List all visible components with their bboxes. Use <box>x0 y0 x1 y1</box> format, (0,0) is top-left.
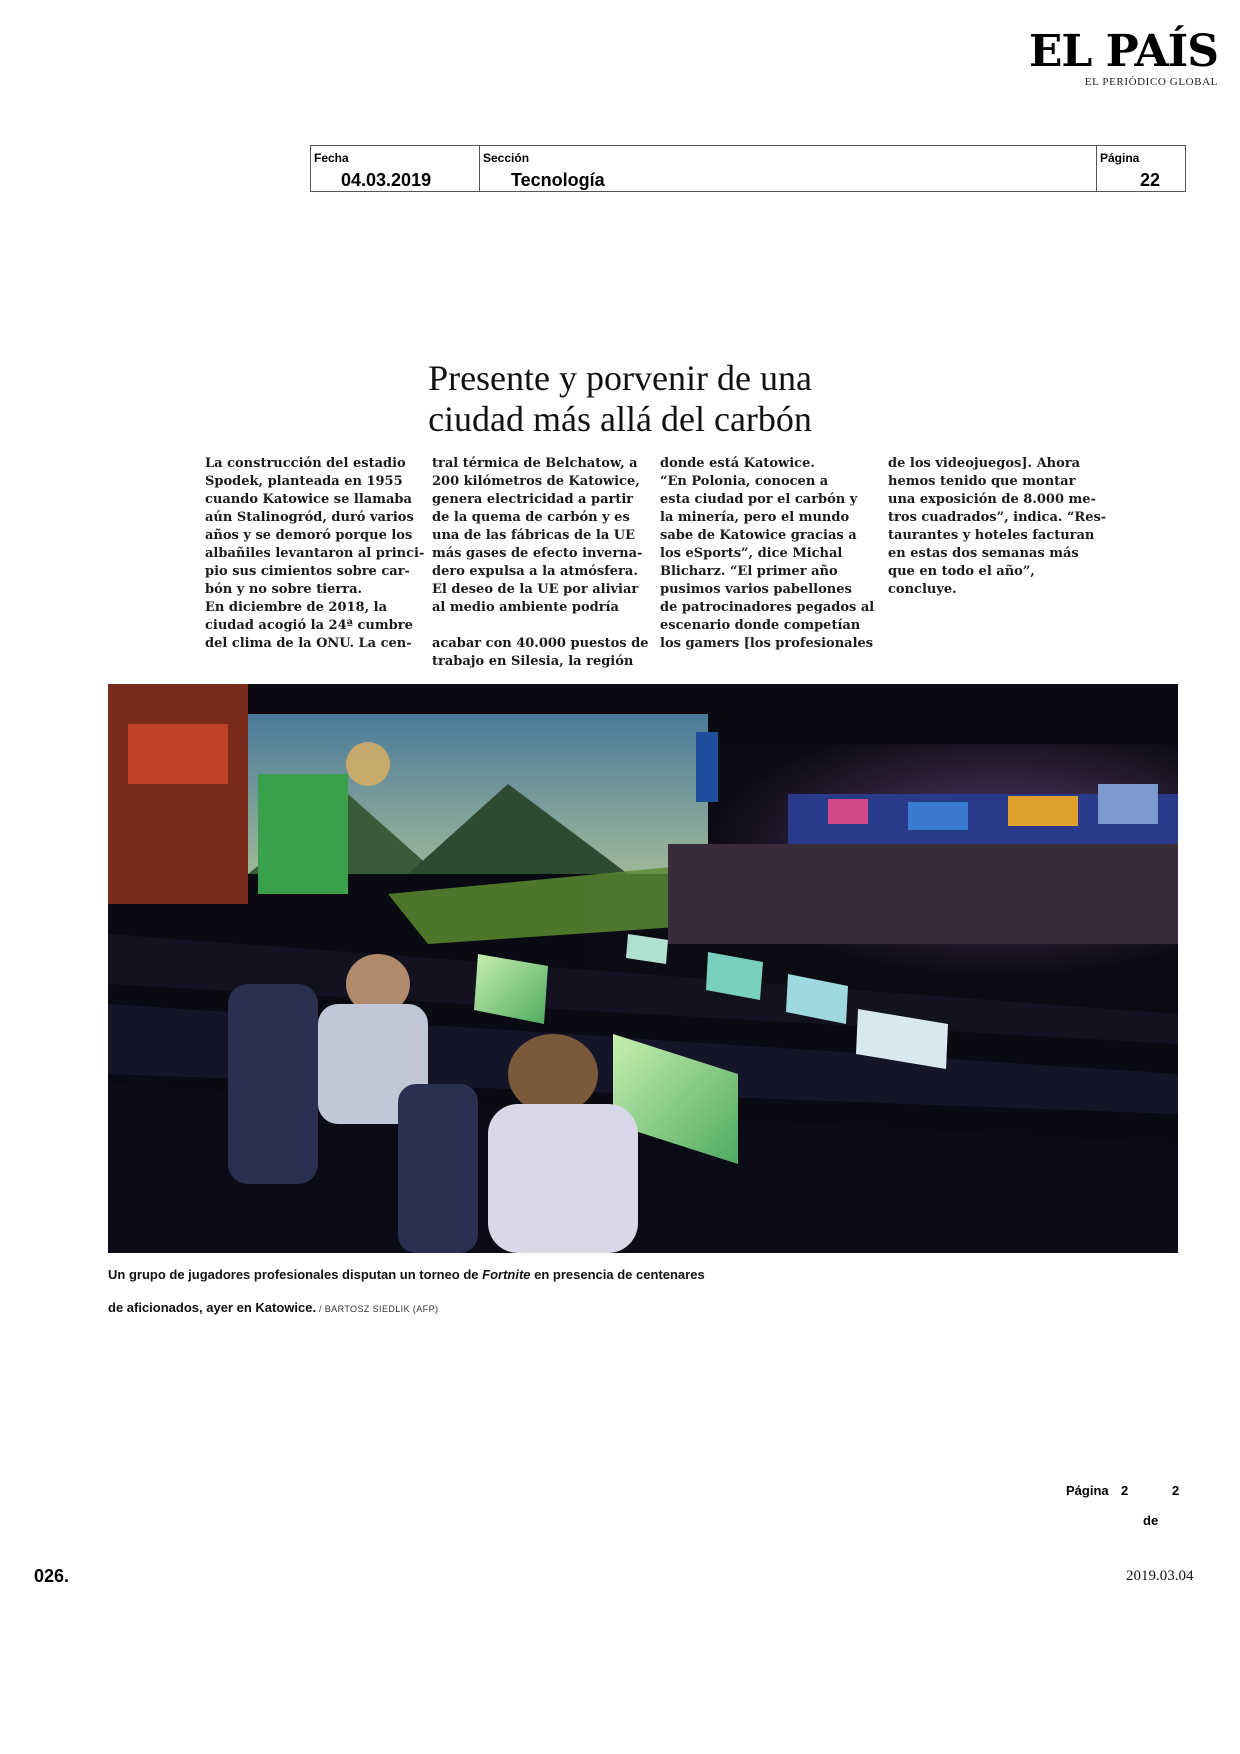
headline-line: ciudad más allá del carbón <box>428 399 812 439</box>
article-column-4: de los videojuegos]. Ahora hemos tenido que montar una exposición de 8.000 me- tros cuadrados”, indica. “Res- taurantes y hoteles facturan en estas dos semanas más que en todo el año”, concluye. <box>888 456 1107 597</box>
footer-page-total: 2 <box>1172 1483 1180 1498</box>
pagina-value: 22 <box>1140 170 1161 190</box>
photo-caption-line-1 <box>108 1267 1008 1282</box>
article-headline <box>300 358 940 440</box>
fecha-cell <box>311 146 480 191</box>
article-column-1: La construcción del estadio Spodek, planteada en 1955 cuando Katowice se llamaba aún Stalinogród, duró varios años y se demoró porque los albañiles levantaron al princi- pio sus cimientos sobre car- bón y no sobre tierra. En diciembre de 2018, la ciudad acogió la 24ª cumbre del clima de la ONU. La cen- <box>205 456 425 651</box>
esports-arena-photo <box>108 684 1178 1253</box>
caption-text: Un grupo de jugadores profesionales disputan un torneo de <box>108 1267 483 1282</box>
fecha-value: 04.03.2019 <box>341 170 432 190</box>
article-column-2: tral térmica de Belchatow, a 200 kilómetros de Katowice, genera electricidad a partir de la quema de carbón y es una de las fábricas de la UE más gases de efecto inverna- dero expulsa a la atmósfera. El deseo de la UE por aliviar al medio ambiente podría acabar con 40.000 puestos de trabajo en Silesia, la región <box>432 456 649 669</box>
seccion-value: Tecnología <box>511 170 605 190</box>
footer-de-label: de <box>1143 1513 1159 1528</box>
footer-pagina-label: Página <box>1066 1483 1109 1498</box>
photo-caption-line-2 <box>108 1300 1008 1315</box>
masthead-tagline: EL PERIÓDICO GLOBAL <box>1084 76 1218 88</box>
photo-credit: / BARTOSZ SIEDLIK (AFP) <box>316 1304 439 1314</box>
caption-text: de aficionados, ayer en Katowice. <box>108 1300 317 1315</box>
caption-text: en presencia de centenares <box>530 1267 705 1282</box>
footer-page-current: 2 <box>1121 1483 1129 1498</box>
pagina-cell <box>1097 146 1185 191</box>
article-column-3: donde está Katowice. “En Polonia, conocen a esta ciudad por el carbón y la minería, pero el mundo sabe de Katowice gracias a los eSports”, dice Michal Blicharz. “El primer año pusimos varios pabellones de patrocinadores pegados al escenario donde competían los gamers [los profesionales <box>660 456 875 651</box>
footer-date: 2019.03.04 <box>1126 1568 1194 1584</box>
clipping-metadata-box <box>310 145 1186 192</box>
photo-illustration <box>108 684 1178 1253</box>
pagina-label: Página <box>1100 151 1140 165</box>
seccion-label: Sección <box>483 151 530 165</box>
masthead <box>1028 26 1218 88</box>
seccion-cell <box>480 146 1097 191</box>
el-pais-logo: EL PAÍS <box>1028 26 1218 77</box>
caption-italic-title: Fortnite <box>482 1267 531 1282</box>
clip-number: 026. <box>34 1566 70 1586</box>
fecha-label: Fecha <box>314 151 349 165</box>
headline-line: Presente y porvenir de una <box>428 358 812 398</box>
